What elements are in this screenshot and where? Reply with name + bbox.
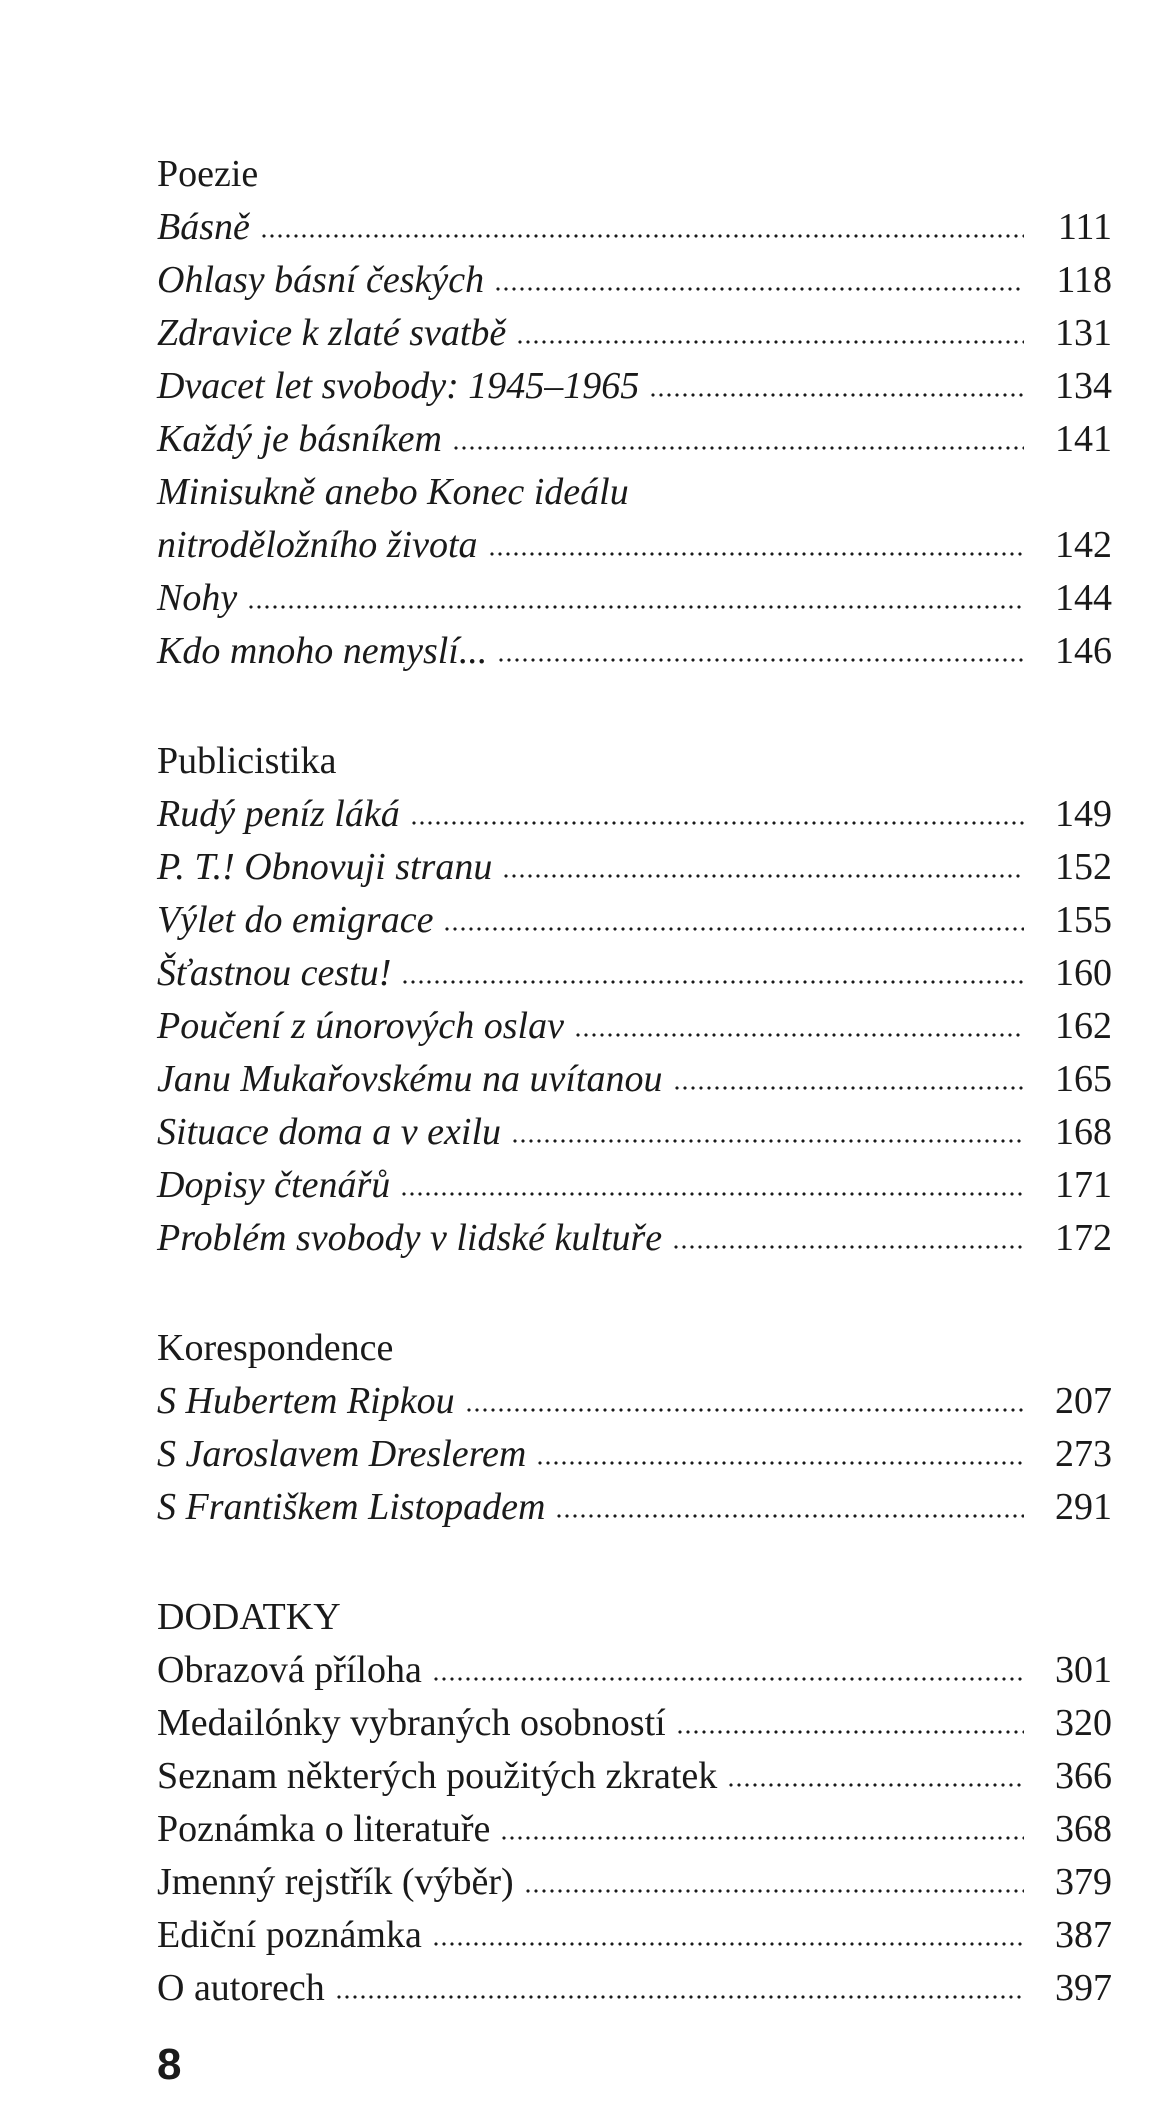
entry-title: Jmenný rejstřík (výběr) xyxy=(157,1861,514,1903)
dot-leader xyxy=(500,1831,1024,1841)
toc-entry xyxy=(157,413,1112,466)
dot-leader xyxy=(401,975,1024,985)
entry-title: Medailónky vybraných osobností xyxy=(157,1702,666,1744)
dot-leader xyxy=(488,547,1024,557)
entry-title: Seznam některých použitých zkratek xyxy=(157,1755,718,1797)
toc-section xyxy=(157,1591,1112,2015)
toc-entry xyxy=(157,519,1112,572)
entry-title: Básně xyxy=(157,206,250,248)
entry-page-number: 155 xyxy=(1055,899,1112,941)
entry-title: Kdo mnoho nemyslí... xyxy=(157,630,488,672)
entry-page-number: 134 xyxy=(1055,365,1112,407)
dot-leader xyxy=(494,282,1024,292)
entry-page-number: 301 xyxy=(1055,1649,1112,1691)
entry-page-number: 207 xyxy=(1055,1380,1112,1422)
toc-entry xyxy=(157,572,1112,625)
dot-leader xyxy=(432,1672,1024,1682)
dot-leader xyxy=(452,441,1024,451)
dot-leader xyxy=(400,1187,1024,1197)
toc-entry xyxy=(157,1375,1112,1428)
toc-entry xyxy=(157,1644,1112,1697)
entry-title: Dvacet let svobody: 1945–1965 xyxy=(157,365,640,407)
entry-page-number: 141 xyxy=(1055,418,1112,460)
entry-page-number: 118 xyxy=(1056,259,1112,301)
dot-leader xyxy=(247,600,1024,610)
entry-page-number: 144 xyxy=(1055,577,1112,619)
toc-section xyxy=(157,735,1112,1265)
dot-leader xyxy=(465,1403,1024,1413)
entry-page-number: 162 xyxy=(1055,1005,1112,1047)
entry-page-number: 165 xyxy=(1055,1058,1112,1100)
entry-title: P. T.! Obnovuji stranu xyxy=(157,846,493,888)
toc-section xyxy=(157,148,1112,678)
entry-title: Poznámka o literatuře xyxy=(157,1808,491,1850)
toc-entry xyxy=(157,894,1112,947)
dot-leader xyxy=(443,922,1024,932)
entry-page-number: 291 xyxy=(1055,1486,1112,1528)
toc-entry xyxy=(157,1909,1112,1962)
entry-page-number: 171 xyxy=(1055,1164,1112,1206)
entry-title: Rudý peníz láká xyxy=(157,793,400,835)
entry-page-number: 368 xyxy=(1055,1808,1112,1850)
entry-title: Dopisy čtenářů xyxy=(157,1164,391,1206)
toc-entry xyxy=(157,1053,1112,1106)
dot-leader xyxy=(410,816,1024,826)
toc-entry xyxy=(157,1159,1112,1212)
toc-entry xyxy=(157,360,1112,413)
section-heading: DODATKY xyxy=(157,1596,341,1638)
toc-entry xyxy=(157,625,1112,678)
entry-page-number: 142 xyxy=(1055,524,1112,566)
entry-page-number: 172 xyxy=(1055,1217,1112,1259)
entry-title: S Hubertem Ripkou xyxy=(157,1380,455,1422)
toc-entry xyxy=(157,1803,1112,1856)
dot-leader xyxy=(649,388,1024,398)
entry-title: Zdravice k zlaté svatbě xyxy=(157,312,507,354)
entry-title: nitroděložního života xyxy=(157,524,478,566)
entry-title: Ediční poznámka xyxy=(157,1914,422,1956)
dot-leader xyxy=(260,229,1024,239)
dot-leader xyxy=(727,1778,1024,1788)
entry-title: Každý je básníkem xyxy=(157,418,442,460)
dot-leader xyxy=(502,869,1024,879)
entry-title: Janu Mukařovskému na uvítanou xyxy=(157,1058,663,1100)
section-heading: Publicistika xyxy=(157,740,337,782)
toc-entry xyxy=(157,1962,1112,2015)
entry-title: Situace doma a v exilu xyxy=(157,1111,502,1153)
entry-page-number: 131 xyxy=(1055,312,1112,354)
entry-title: O autorech xyxy=(157,1967,325,2009)
entry-page-number: 146 xyxy=(1055,630,1112,672)
toc-entry xyxy=(157,1856,1112,1909)
section-heading: Korespondence xyxy=(157,1327,394,1369)
page-number: 8 xyxy=(157,2040,182,2089)
entry-page-number: 366 xyxy=(1055,1755,1112,1797)
entry-page-number: 149 xyxy=(1055,793,1112,835)
toc-entry xyxy=(157,201,1112,254)
entry-title: Problém svobody v lidské kultuře xyxy=(157,1217,663,1259)
dot-leader xyxy=(555,1509,1024,1519)
entry-page-number: 387 xyxy=(1055,1914,1112,1956)
dot-leader xyxy=(516,335,1024,345)
toc-entry xyxy=(157,788,1112,841)
entry-title: Poučení z únorových oslav xyxy=(157,1005,564,1047)
entry-title: S Františkem Listopadem xyxy=(157,1486,546,1528)
table-of-contents xyxy=(157,148,1112,2072)
entry-title: Šťastnou cestu! xyxy=(157,952,392,994)
toc-entry xyxy=(157,1428,1112,1481)
dot-leader xyxy=(536,1456,1024,1466)
dot-leader xyxy=(524,1884,1024,1894)
entry-title: S Jaroslavem Dreslerem xyxy=(157,1433,527,1475)
dot-leader xyxy=(574,1028,1024,1038)
entry-page-number: 152 xyxy=(1055,846,1112,888)
section-heading: Poezie xyxy=(157,153,259,195)
entry-page-number: 397 xyxy=(1055,1967,1112,2009)
entry-title: Nohy xyxy=(157,577,238,619)
dot-leader xyxy=(497,653,1024,663)
entry-page-number: 273 xyxy=(1055,1433,1112,1475)
toc-entry xyxy=(157,1000,1112,1053)
dot-leader xyxy=(673,1081,1025,1091)
dot-leader xyxy=(511,1134,1024,1144)
dot-leader xyxy=(335,1990,1024,2000)
entry-title: Ohlasy básní českých xyxy=(157,259,485,301)
entry-page-number: 168 xyxy=(1055,1111,1112,1153)
toc-entry xyxy=(157,254,1112,307)
toc-entry xyxy=(157,1106,1112,1159)
dot-leader xyxy=(672,1240,1024,1250)
entry-page-number: 320 xyxy=(1055,1702,1112,1744)
entry-title: Výlet do emigrace xyxy=(157,899,434,941)
toc-sections xyxy=(157,148,1112,2015)
toc-entry xyxy=(157,1697,1112,1750)
entry-title-first-line: Minisukně anebo Konec ideálu xyxy=(157,471,629,513)
dot-leader xyxy=(432,1937,1024,1947)
toc-section xyxy=(157,1322,1112,1534)
toc-entry xyxy=(157,1212,1112,1265)
dot-leader xyxy=(676,1725,1024,1735)
toc-entry xyxy=(157,1750,1112,1803)
toc-entry xyxy=(157,307,1112,360)
entry-page-number: 160 xyxy=(1055,952,1112,994)
toc-entry xyxy=(157,841,1112,894)
entry-page-number: 111 xyxy=(1057,206,1112,248)
entry-page-number: 379 xyxy=(1055,1861,1112,1903)
toc-entry xyxy=(157,1481,1112,1534)
entry-title: Obrazová příloha xyxy=(157,1649,422,1691)
toc-entry xyxy=(157,947,1112,1000)
